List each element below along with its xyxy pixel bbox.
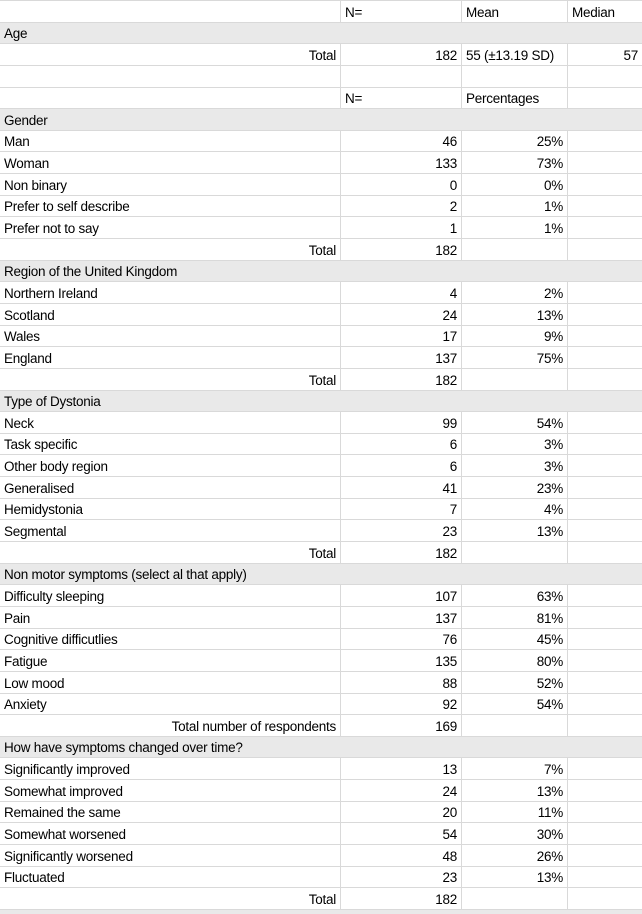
value-cell[interactable]: 13% xyxy=(462,780,568,801)
table-row xyxy=(0,867,642,889)
median-cell[interactable] xyxy=(568,66,642,87)
value-cell[interactable]: 0% xyxy=(462,174,568,195)
row-label-cell[interactable]: Remained the same xyxy=(0,802,341,823)
row-label-cell[interactable]: Significantly worsened xyxy=(0,845,341,866)
median-cell[interactable] xyxy=(568,499,642,520)
column-header-cell[interactable] xyxy=(0,88,341,109)
table-row xyxy=(0,672,642,694)
value-cell[interactable]: 73% xyxy=(462,152,568,173)
section-header-row xyxy=(0,261,642,283)
value-cell[interactable] xyxy=(462,66,568,87)
median-cell[interactable] xyxy=(568,434,642,455)
median-cell[interactable] xyxy=(568,131,642,152)
row-label-cell[interactable]: Total xyxy=(0,888,341,909)
value-cell[interactable]: 54% xyxy=(462,694,568,715)
column-header-cell[interactable] xyxy=(0,1,341,22)
table-row xyxy=(0,715,642,737)
row-label-cell[interactable]: Anxiety xyxy=(0,694,341,715)
column-header-row xyxy=(0,88,642,110)
section-label-cell[interactable]: How have symptoms changed over time? xyxy=(4,740,243,756)
table-row xyxy=(0,434,642,456)
n-cell[interactable]: 107 xyxy=(341,585,462,606)
row-label-cell[interactable]: Low mood xyxy=(0,672,341,693)
section-header-row xyxy=(0,737,642,759)
n-cell[interactable]: 6 xyxy=(341,455,462,476)
n-cell[interactable] xyxy=(341,66,462,87)
table-row xyxy=(0,845,642,867)
median-cell[interactable] xyxy=(568,629,642,650)
n-cell[interactable]: 92 xyxy=(341,694,462,715)
value-cell[interactable]: 54% xyxy=(462,412,568,433)
row-label-cell[interactable]: Total xyxy=(0,369,341,390)
table-row xyxy=(0,217,642,239)
table-row xyxy=(0,650,642,672)
table-row xyxy=(0,282,642,304)
table-row xyxy=(0,888,642,910)
n-cell[interactable]: 46 xyxy=(341,131,462,152)
table-row xyxy=(0,174,642,196)
row-label-cell[interactable]: Total number of respondents xyxy=(0,715,341,736)
value-cell[interactable]: 30% xyxy=(462,823,568,844)
median-cell[interactable] xyxy=(568,650,642,671)
n-cell[interactable]: 17 xyxy=(341,326,462,347)
value-cell[interactable]: 13% xyxy=(462,520,568,541)
value-cell[interactable] xyxy=(462,239,568,260)
row-label-cell[interactable]: Pain xyxy=(0,607,341,628)
value-cell[interactable]: 81% xyxy=(462,607,568,628)
row-label-cell[interactable] xyxy=(0,66,341,87)
n-cell[interactable]: 6 xyxy=(341,434,462,455)
column-header-cell[interactable] xyxy=(568,88,642,109)
row-label-cell[interactable]: Neck xyxy=(0,412,341,433)
table-row xyxy=(0,369,642,391)
column-header-cell[interactable]: N= xyxy=(341,1,462,22)
value-cell[interactable] xyxy=(462,542,568,563)
median-cell[interactable] xyxy=(568,867,642,888)
section-label-cell[interactable] xyxy=(0,910,642,914)
column-header-row xyxy=(0,1,642,23)
median-cell[interactable] xyxy=(568,239,642,260)
value-cell[interactable]: 55 (±13.19 SD) xyxy=(462,44,568,65)
value-cell[interactable]: 23% xyxy=(462,477,568,498)
n-cell[interactable]: 0 xyxy=(341,174,462,195)
row-label-cell[interactable]: Other body region xyxy=(0,455,341,476)
n-cell[interactable]: 182 xyxy=(341,239,462,260)
table-row xyxy=(0,239,642,261)
table-row xyxy=(0,758,642,780)
value-cell[interactable]: 1% xyxy=(462,196,568,217)
table-row xyxy=(0,477,642,499)
median-cell[interactable] xyxy=(568,672,642,693)
row-label-cell[interactable]: Somewhat worsened xyxy=(0,823,341,844)
n-cell[interactable]: 13 xyxy=(341,758,462,779)
n-cell[interactable]: 137 xyxy=(341,607,462,628)
value-cell[interactable]: 7% xyxy=(462,758,568,779)
value-cell[interactable]: 13% xyxy=(462,304,568,325)
value-cell[interactable]: 11% xyxy=(462,802,568,823)
n-cell[interactable]: 24 xyxy=(341,780,462,801)
median-cell[interactable] xyxy=(568,607,642,628)
value-cell[interactable]: 13% xyxy=(462,867,568,888)
n-cell[interactable]: 182 xyxy=(341,888,462,909)
section-header-row xyxy=(0,23,642,45)
median-cell[interactable] xyxy=(568,694,642,715)
row-label-cell[interactable]: Non binary xyxy=(0,174,341,195)
median-cell[interactable] xyxy=(568,412,642,433)
median-cell[interactable] xyxy=(568,758,642,779)
row-label-cell[interactable]: Difficulty sleeping xyxy=(0,585,341,606)
value-cell[interactable] xyxy=(462,715,568,736)
value-cell[interactable]: 3% xyxy=(462,434,568,455)
n-cell[interactable]: 2 xyxy=(341,196,462,217)
section-label-cell[interactable]: Age xyxy=(4,26,28,42)
row-label-cell[interactable]: Cognitive difficutlies xyxy=(0,629,341,650)
value-cell[interactable]: 9% xyxy=(462,326,568,347)
n-cell[interactable]: 41 xyxy=(341,477,462,498)
n-cell[interactable]: 135 xyxy=(341,650,462,671)
median-cell[interactable] xyxy=(568,347,642,368)
value-cell[interactable]: 4% xyxy=(462,499,568,520)
median-cell[interactable] xyxy=(568,196,642,217)
n-cell[interactable]: 133 xyxy=(341,152,462,173)
table-row xyxy=(0,66,642,88)
table-row xyxy=(0,780,642,802)
median-cell[interactable] xyxy=(568,217,642,238)
median-cell[interactable] xyxy=(568,282,642,303)
section-header-row xyxy=(0,564,642,586)
table-row xyxy=(0,499,642,521)
value-cell[interactable]: 3% xyxy=(462,455,568,476)
median-cell[interactable] xyxy=(568,585,642,606)
n-cell[interactable]: 169 xyxy=(341,715,462,736)
row-label-cell[interactable]: Prefer to self describe xyxy=(0,196,341,217)
row-label-cell[interactable]: England xyxy=(0,347,341,368)
row-label-cell[interactable]: Fatigue xyxy=(0,650,341,671)
row-label-cell[interactable]: Segmental xyxy=(0,520,341,541)
median-cell[interactable] xyxy=(568,542,642,563)
section-label-cell[interactable]: Type of Dystonia xyxy=(4,394,101,410)
table-row xyxy=(0,694,642,716)
table-row xyxy=(0,823,642,845)
n-cell[interactable]: 4 xyxy=(341,282,462,303)
table-row xyxy=(0,347,642,369)
section-header-row xyxy=(0,910,642,914)
table-row xyxy=(0,455,642,477)
median-cell[interactable] xyxy=(568,369,642,390)
n-cell[interactable]: 182 xyxy=(341,44,462,65)
value-cell[interactable]: 26% xyxy=(462,845,568,866)
row-label-cell[interactable]: Generalised xyxy=(0,477,341,498)
column-header-cell[interactable]: Mean xyxy=(462,1,568,22)
row-label-cell[interactable]: Northern Ireland xyxy=(0,282,341,303)
n-cell[interactable]: 182 xyxy=(341,542,462,563)
column-header-cell[interactable]: N= xyxy=(341,88,462,109)
section-label-cell[interactable]: Region of the United Kingdom xyxy=(4,264,178,280)
row-label-cell[interactable]: Scotland xyxy=(0,304,341,325)
table-row xyxy=(0,520,642,542)
row-label-cell[interactable]: Total xyxy=(0,44,341,65)
value-cell[interactable]: 75% xyxy=(462,347,568,368)
value-cell[interactable]: 25% xyxy=(462,131,568,152)
n-cell[interactable]: 1 xyxy=(341,217,462,238)
table-row xyxy=(0,585,642,607)
table-row xyxy=(0,542,642,564)
median-cell[interactable]: 57 xyxy=(623,47,638,63)
median-cell[interactable] xyxy=(568,477,642,498)
n-cell[interactable]: 88 xyxy=(341,672,462,693)
n-cell[interactable]: 182 xyxy=(341,369,462,390)
value-cell[interactable]: 45% xyxy=(462,629,568,650)
section-header-row xyxy=(0,109,642,131)
value-cell[interactable]: 1% xyxy=(462,217,568,238)
n-cell[interactable]: 54 xyxy=(341,823,462,844)
row-label-cell[interactable]: Prefer not to say xyxy=(0,217,341,238)
median-cell[interactable] xyxy=(568,715,642,736)
row-label-cell[interactable]: Somewhat improved xyxy=(0,780,341,801)
n-cell[interactable]: 76 xyxy=(341,629,462,650)
value-cell[interactable]: 2% xyxy=(462,282,568,303)
median-cell[interactable] xyxy=(568,780,642,801)
table-row xyxy=(0,131,642,153)
median-cell[interactable] xyxy=(568,520,642,541)
table-row xyxy=(0,607,642,629)
row-label-cell[interactable]: Fluctuated xyxy=(0,867,341,888)
value-cell[interactable]: 63% xyxy=(462,585,568,606)
median-cell[interactable] xyxy=(568,152,642,173)
row-label-cell[interactable]: Task specific xyxy=(0,434,341,455)
median-cell[interactable] xyxy=(568,326,642,347)
table-row xyxy=(0,802,642,824)
median-cell[interactable] xyxy=(568,823,642,844)
median-cell[interactable] xyxy=(568,304,642,325)
section-label-cell[interactable]: Non motor symptoms (select al that apply) xyxy=(4,567,247,583)
median-cell[interactable] xyxy=(568,888,642,909)
table-row xyxy=(0,412,642,434)
column-header-cell[interactable]: Percentages xyxy=(462,88,568,109)
value-cell[interactable] xyxy=(462,369,568,390)
section-header-row xyxy=(0,391,642,413)
median-cell[interactable] xyxy=(568,455,642,476)
table-row xyxy=(0,196,642,218)
row-label-cell[interactable]: Total xyxy=(0,542,341,563)
n-cell[interactable]: 20 xyxy=(341,802,462,823)
value-cell[interactable] xyxy=(462,888,568,909)
median-cell[interactable] xyxy=(568,802,642,823)
row-label-cell[interactable]: Hemidystonia xyxy=(0,499,341,520)
n-cell[interactable]: 137 xyxy=(341,347,462,368)
row-label-cell[interactable]: Woman xyxy=(0,152,341,173)
row-label-cell[interactable]: Wales xyxy=(0,326,341,347)
section-label-cell[interactable]: Gender xyxy=(4,112,48,128)
table-row xyxy=(0,152,642,174)
table-row xyxy=(0,629,642,651)
row-label-cell[interactable]: Man xyxy=(0,131,341,152)
table-row xyxy=(0,326,642,348)
table-row xyxy=(0,304,642,326)
n-cell[interactable]: 23 xyxy=(341,867,462,888)
n-cell[interactable]: 99 xyxy=(341,412,462,433)
n-cell[interactable]: 7 xyxy=(341,499,462,520)
median-cell[interactable] xyxy=(568,174,642,195)
median-cell[interactable] xyxy=(568,845,642,866)
n-cell[interactable]: 48 xyxy=(341,845,462,866)
n-cell[interactable]: 24 xyxy=(341,304,462,325)
n-cell[interactable]: 23 xyxy=(341,520,462,541)
row-label-cell[interactable]: Total xyxy=(0,239,341,260)
table-row xyxy=(0,44,642,66)
column-header-cell[interactable]: Median xyxy=(572,4,615,20)
value-cell[interactable]: 80% xyxy=(462,650,568,671)
value-cell[interactable]: 52% xyxy=(462,672,568,693)
row-label-cell[interactable]: Significantly improved xyxy=(0,758,341,779)
